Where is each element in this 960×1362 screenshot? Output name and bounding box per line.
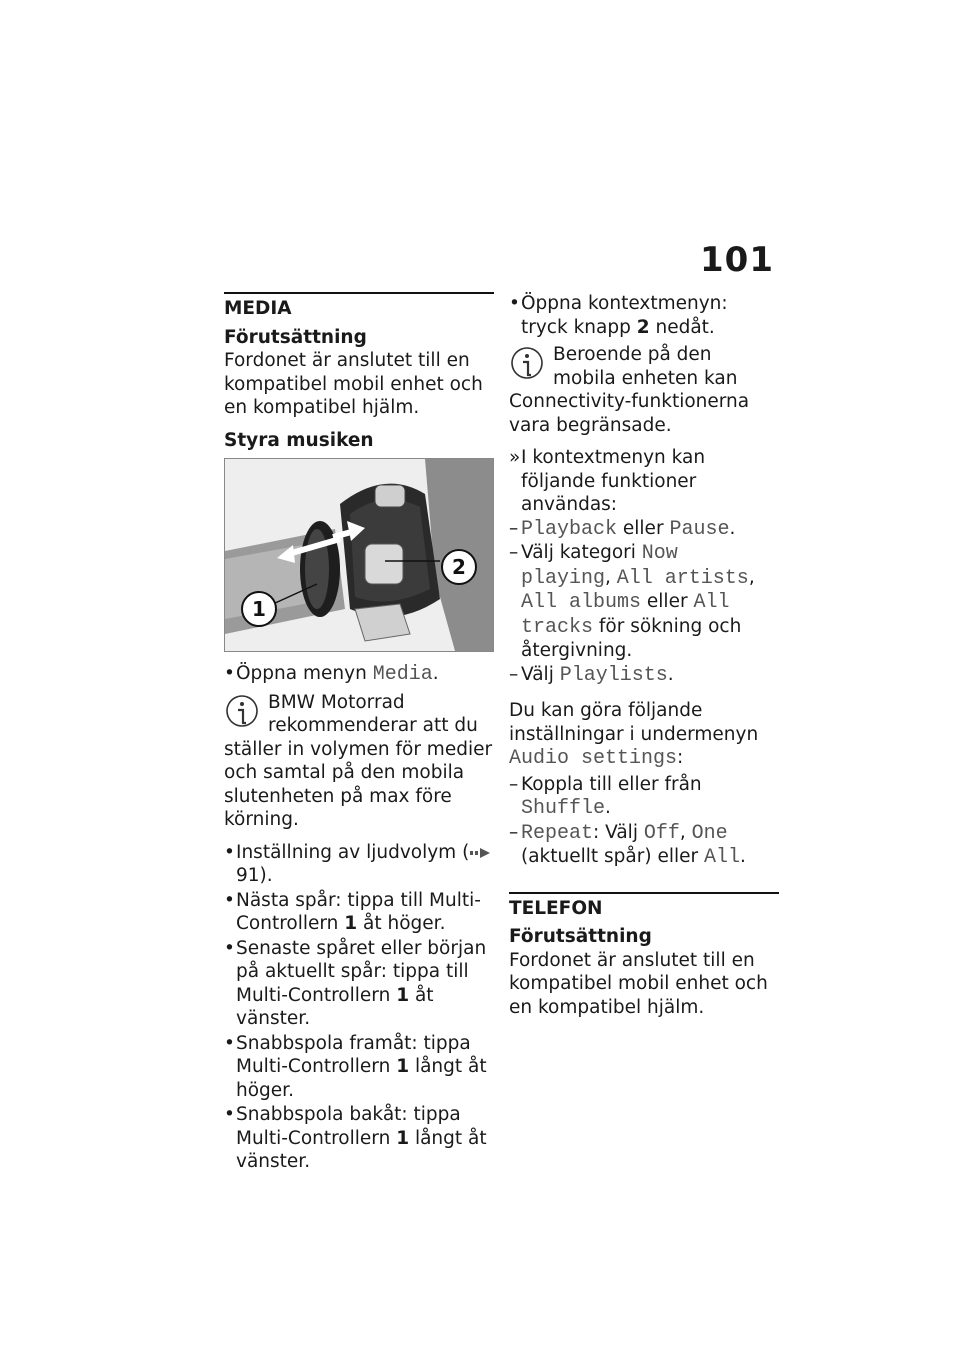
section-heading-telefon: TELEFON: [509, 892, 779, 921]
audio-settings-list: [509, 773, 779, 870]
media-open-list: [224, 662, 494, 687]
prerequisite-text: Fordonet är anslutet till en kompatibel mobil enhet och en kompatibel hjälm.: [224, 350, 483, 418]
result-text: » I kontextmenyn kan följande funktioner användas:: [509, 446, 779, 517]
list-item: • Nästa spår: tippa till Multi-Controllern 1 åt höger.: [224, 889, 494, 936]
list-item: • Öppna kontextmenyn: tryck knapp 2 nedåt.: [509, 292, 779, 339]
media-controls-list: [224, 841, 494, 1174]
list-item: – Koppla till eller från Shuffle.: [509, 773, 779, 821]
left-column: [224, 292, 494, 1178]
list-item: • Öppna menyn Media.: [224, 662, 494, 687]
list-item: • Inställning av ljudvolym ( 91).: [224, 841, 494, 888]
figure-label-1: 1: [252, 597, 266, 621]
page-reference-arrow-icon: [469, 847, 491, 859]
handlebar-illustration: [225, 459, 493, 651]
list-item: – Välj kategori Now playing, All artists, All albums eller All tracks för sökning och återgivning.: [509, 541, 779, 663]
list-item: – Playback eller Pause.: [509, 517, 779, 542]
figure-label-2: 2: [452, 555, 466, 579]
context-functions-list: [509, 517, 779, 688]
note-connectivity: Beroende på den mobila enheten kan Connectivity-funktionerna vara begränsade.: [509, 344, 750, 436]
right-column: [509, 292, 779, 1028]
note-volume: BMW Motorrad rekommenderar att du ställer in volymen för medier och samtal på den mobila slutenheten på max före körning.: [224, 691, 493, 830]
prerequisite-text: Fordonet är anslutet till en kompatibel mobil enhet och en kompatibel hjälm.: [509, 949, 768, 1018]
list-item: • Snabbspola framåt: tippa Multi-Controllern 1 långt åt höger.: [224, 1032, 494, 1103]
list-item: – Välj Playlists.: [509, 663, 779, 688]
subheading-control-music: Styra musiken: [224, 429, 374, 451]
context-open-list: [509, 292, 779, 339]
prerequisite-title: Förutsättning: [224, 326, 367, 348]
list-item: • Snabbspola bakåt: tippa Multi-Controllern 1 långt åt vänster.: [224, 1103, 494, 1174]
section-heading-media: MEDIA: [224, 292, 494, 321]
info-icon: [509, 345, 545, 389]
prerequisite-title: Förutsättning: [509, 926, 652, 947]
audio-settings-intro: Du kan göra följande inställningar i undermenyn Audio settings:: [509, 700, 759, 770]
handlebar-controller-figure: [224, 458, 494, 652]
list-item: • Senaste spåret eller början på aktuellt spår: tippa till Multi-Controllern 1 åt vänster.: [224, 937, 494, 1031]
list-item: – Repeat: Välj Off, One (aktuellt spår) eller All.: [509, 821, 779, 870]
page-number: 101: [700, 240, 774, 280]
info-icon: [224, 693, 260, 737]
